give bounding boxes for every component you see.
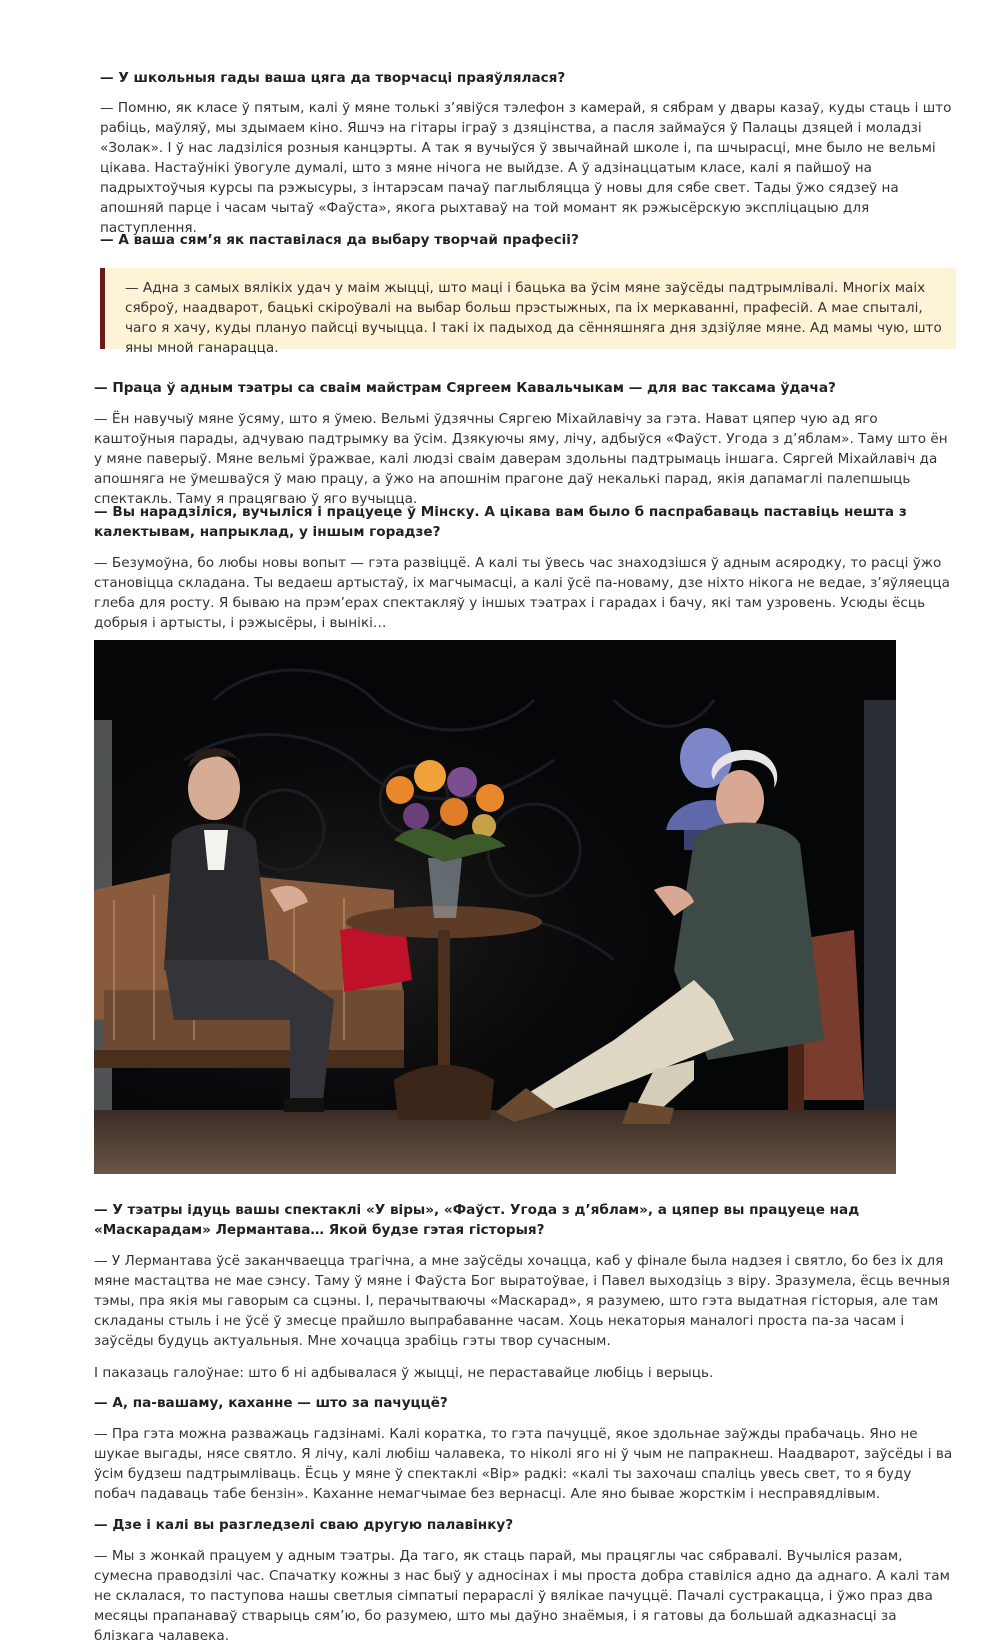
article-photo (94, 640, 896, 1174)
question-3: — Праца ў адным тэатры са сваім майстрам Сяргеем Кавальчыкам — для вас таксама ўдача? (94, 380, 836, 396)
question-1: — У школьныя гады ваша цяга да творчасці праяўлялася? (100, 70, 566, 86)
question-5: — У тэатры ідуць вашы спектаклі «У віры», «Фаўст. Угода з д’яблам», а цяпер вы працуеце над «Маскарадам» Лермантава… Якой будзе гэтая гісторыя? (94, 1202, 860, 1238)
answer-5: — У Лермантава ўсё заканчваецца трагічна, а мне заўсёды хочацца, каб у фінале была надзея і святло, бо без іх для мяне мастацтва не мае сэнсу. Таму ў мяне і Фаўста Бог выратоўвае, і Павел выходзіць з віру. Зразумела, ёсць вечныя тэмы, пра якія мы гаворым са сцэны. І, перачытваючы «Маскарад», я разумею, што гэта выдатная гісторыя, але там складаны стыль і не ўсё ў змесце прайшло выпрабаванне часам. Хоць некаторыя маналогі проста па-за часам і заўсёды будуць актуальныя. Мне хочацца зрабіць гэты твор сучасным. (94, 1253, 950, 1349)
answer-7: — Мы з жонкай працуем у адным тэатры. Да таго, як стаць парай, мы працяглы час сябравалі. Вучыліся разам, сумесна праводзілі час. Спачатку кожны з нас быў у адносінах і мы проста добра ставіліся адно да аднаго. А калі там не склалася, то паступова нашы светлыя сімпатыі перараслі ў вялікае пачуццё. Пачалі сустракацца, і ўжо праз два месяцы прапанаваў стварыць сям’ю, бо разумею, што мы даўно знаёмыя, і я гатовы да большай адказнасці за блізкага чалавека. (94, 1548, 950, 1644)
answer-4: — Безумоўна, бо любы новы вопыт — гэта развіццё. А калі ты ўвесь час знаходзішся ў адным асяродку, то расці ўжо становіцца складана. Ты ведаеш артыстаў, іх магчымасці, а калі ўсё па-новаму, дзе ніхто нікога не ведае, з’яўляецца глеба для росту. Я бываю на прэм’ерах спектакляў у іншых тэатрах і гарадах і бачу, які там узровень. Усюды ёсць добрыя і артысты, і рэжысёры, і вынікі… (94, 555, 951, 631)
answer-5-continued: І паказаць галоўнае: што б ні адбывалася ў жыцці, не пераставайце любіць і верыць. (94, 1365, 714, 1381)
answer-6: — Пра гэта можна разважаць гадзінамі. Калі коратка, то гэта пачуццё, якое здольнае заўжды прабачаць. Яно не шукае выгады, нясе святло. Я лічу, калі любіш чалавека, то ніколі яго ні ў чым не папракнеш. Наадварот, заўсёды і ва ўсім будзеш падтрымліваць. Ёсць у мяне ў спектаклі «Вір» радкі: «калі ты захочаш спаліць увесь свет, то я буду побач падаваць табе бензін». Каханне немагчымае без вернасці. Але яно бывае жорсткім і несправядлівым. (94, 1426, 953, 1502)
answer-1: — Помню, як класе ў пятым, калі ў мяне толькі з’явіўся тэлефон з камерай, я сябрам у двары казаў, куды стаць і што рабіць, маўляў, мы здымаем кіно. Яшчэ на гітары іграў з дзяцінства, а пасля займаўся ў Палацы дзяцей і моладзі «Золак». І ў нас ладзіліся розныя канцэрты. А так я вучыўся ў звычайнай школе і, па шчырасці, мне было не вельмі цікава. Настаўнікі ўвогуле думалі, што з мяне нічога не выйдзе. А ў адзінаццатым класе, калі я пайшоў на падрыхтоўчыя курсы па рэжысуры, з інтарэсам пачаў паглыбляцца ў новы для сябе свет. Тады ўжо сядзеў на апошняй парце і часам чытаў «Фаўста», якога рыхтаваў на той момант як рэжысёрскую экспліцацыю для паступлення. (100, 100, 952, 236)
question-2: — А ваша сям’я як паставілася да выбару творчай прафесіі? (100, 232, 579, 248)
question-6: — А, па-вашаму, каханне — што за пачуццё? (94, 1395, 448, 1411)
question-4: — Вы нарадзіліся, вучыліся і працуеце ў Мінску. А цікава вам было б паспрабаваць паставіць нешта з калектывам, напрыклад, у іншым горадзе? (94, 504, 907, 540)
question-7: — Дзе і калі вы разгледзелі сваю другую палавінку? (94, 1517, 514, 1533)
answer-2: — Адна з самых вялікіх удач у маім жыцці, што маці і бацька ва ўсім мяне заўсёды падтрымлівалі. Многіх маіх сяброў, наадварот, бацькі скіроўвалі на выбар больш прэстыжных, па іх меркаванні, прафесій. А мае спыталі, чаго я хачу, куды плануо пайсці вучыцца. І такі іх падыход да сённяшняга дня здзіўляе мяне. Ад мамы чую, што яны мной ганарацца. (125, 280, 942, 356)
highlight-quote (100, 268, 956, 356)
answer-3: — Ён навучыў мяне ўсяму, што я ўмею. Вельмі ўдзячны Сяргею Міхайлавічу за гэта. Нават цяпер чую ад яго каштоўныя парады, адчуваю падтрымку ва ўсім. Дзякуючы яму, лічу, адбыўся «Фаўст. Угода з д’яблам». Таму што ён у мяне паверыў. Мяне вельмі ўражвае, калі людзі сваім даверам здольны падтрымаць іншага. Сяргей Міхайлавіч да апошняга не ўмешваўся ў маю працу, а ўжо на апошнім прагоне даў некалькі парад, якія дапамаглі палепшыць спектакль. Таму я працягваю ў яго вучыцца. (94, 411, 948, 507)
stage-scene-illustration (94, 640, 896, 1174)
